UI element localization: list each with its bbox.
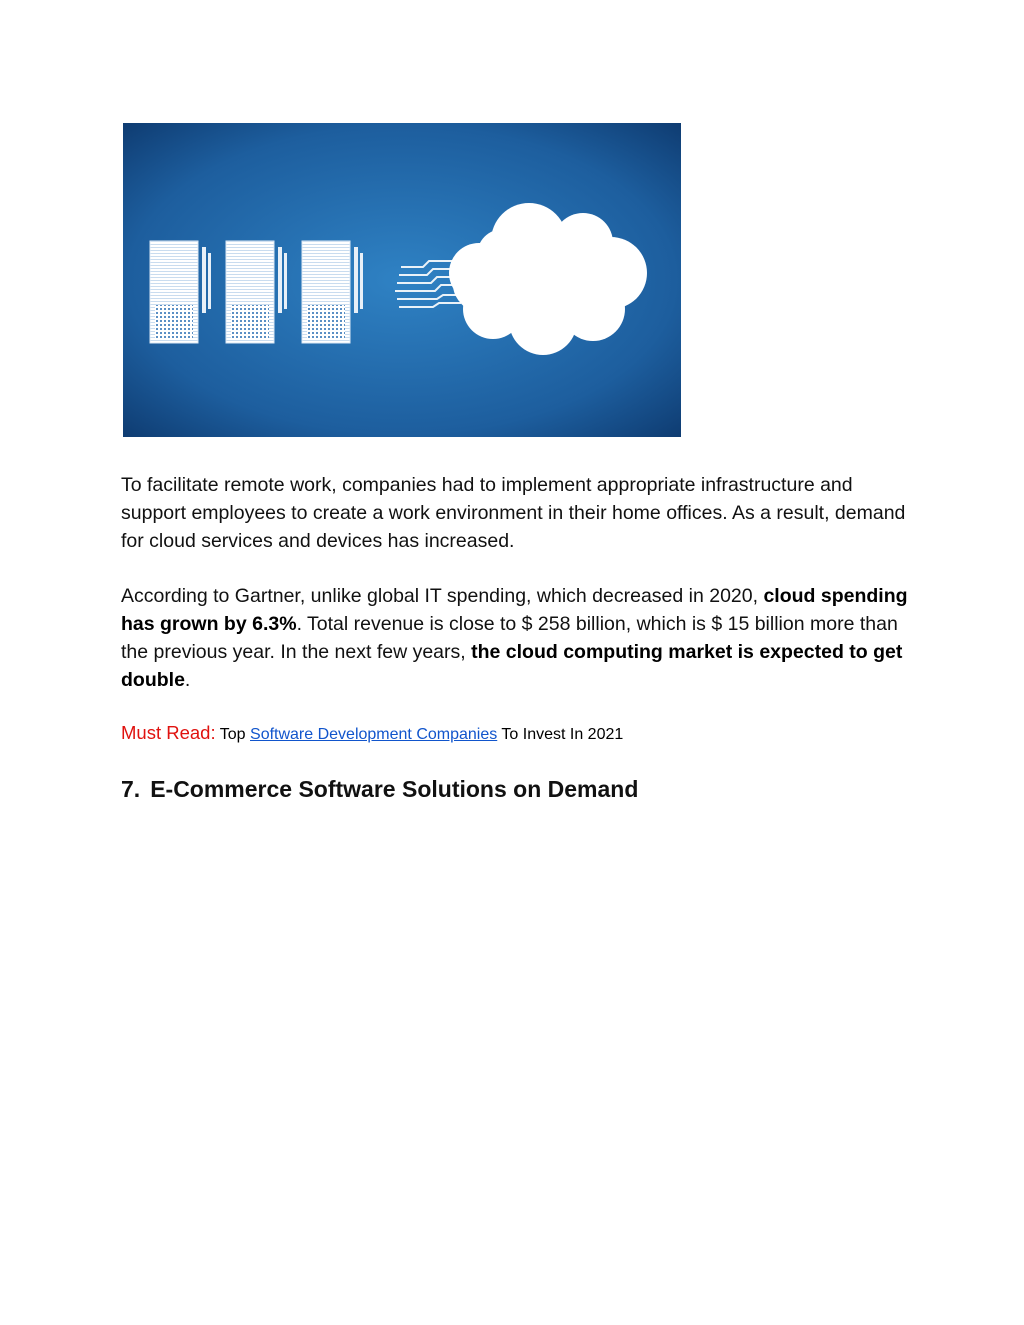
paragraph-text: According to Gartner, unlike global IT spending, which decreased in 2020,	[121, 585, 764, 607]
software-development-companies-link[interactable]: Software Development Companies	[250, 726, 498, 743]
must-read-suffix: To Invest In 2021	[497, 726, 624, 743]
paragraph-gartner	[121, 582, 921, 694]
must-read-line	[121, 721, 623, 747]
section-heading	[121, 772, 638, 806]
paragraph-bold-text: the cloud computing market is expected to get double	[121, 641, 903, 691]
paragraph-bold-text: cloud spending has grown by 6.3%	[121, 585, 908, 635]
paragraph-text: .	[184, 669, 191, 691]
paragraph-text: . Total revenue is close to $ 258 billion, which is $ 15 billion more than the previous year. In the next few years,	[121, 613, 898, 663]
servers-to-cloud-illustration	[123, 123, 681, 437]
paragraph-remote-work: To facilitate remote work, companies had to implement appropriate infrastructure and support employees to create a work environment in their home offices. As a result, demand for cloud services and devices has increased.	[121, 474, 906, 552]
section-title: E-Commerce Software Solutions on Demand	[150, 776, 639, 802]
must-read-prefix: Top	[215, 726, 251, 743]
section-number: 7.	[121, 776, 141, 802]
must-read-label: Must Read:	[121, 722, 216, 743]
